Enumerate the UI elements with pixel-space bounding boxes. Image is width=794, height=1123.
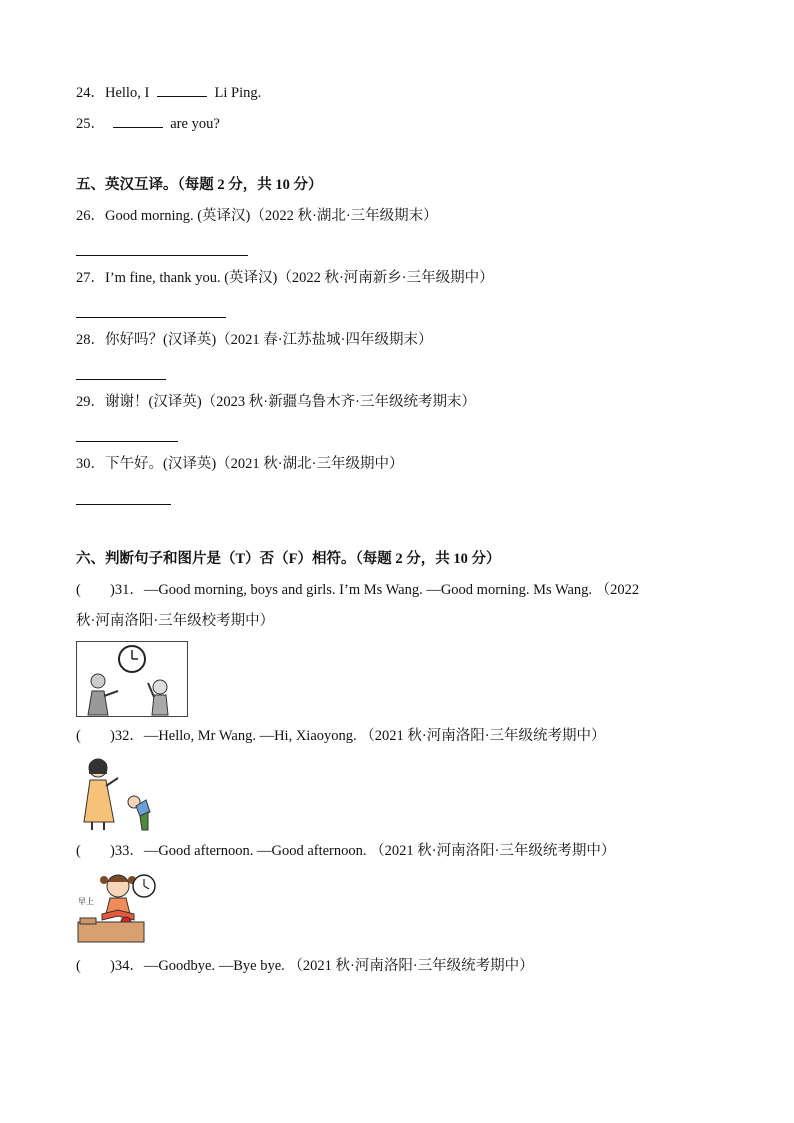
girl-reading-image bbox=[76, 870, 160, 946]
question-24-blank[interactable] bbox=[157, 82, 207, 97]
boy-figure bbox=[128, 796, 150, 830]
question-31-line-2: 秋·河南洛阳·三年级校考期中） bbox=[76, 613, 275, 629]
question-24 bbox=[76, 82, 261, 103]
question-28: 28．你好吗？(汉译英)（2021 春·江苏盐城·四年级期末） bbox=[76, 332, 433, 348]
wall-clock-icon bbox=[119, 646, 145, 672]
question-31-text-1: )31．—Good morning, boys and girls. I’m Ms Wang. —Good morning. Ms Wang. （2022 bbox=[110, 582, 640, 598]
girl-figure bbox=[100, 875, 136, 914]
answer-paren-33[interactable]: ( bbox=[76, 843, 81, 859]
clock-icon bbox=[133, 875, 155, 897]
question-32-text: )32．—Hello, Mr Wang. —Hi, Xiaoyong. （2021 秋·河南洛阳·三年级统考期中） bbox=[110, 728, 606, 744]
answer-line-26[interactable] bbox=[76, 255, 248, 256]
question-32 bbox=[76, 726, 606, 746]
answer-line-29[interactable] bbox=[76, 441, 178, 442]
question-25-blank[interactable] bbox=[113, 113, 163, 128]
question-33 bbox=[76, 841, 615, 861]
question-27: 27．I’m fine, thank you. (英译汉)（2022 秋·河南新乡·三年级期中） bbox=[76, 270, 494, 286]
girl-reading-drawing bbox=[76, 870, 160, 946]
question-25-prefix: 25． bbox=[76, 116, 105, 132]
woman-boy-greeting-image bbox=[76, 756, 162, 832]
woman-figure bbox=[84, 759, 118, 830]
question-33-text: )33．—Good afternoon. —Good afternoon. （2021 秋·河南洛阳·三年级统考期中） bbox=[110, 843, 616, 859]
question-34-text: )34．—Goodbye. —Bye bye. （2021 秋·河南洛阳·三年级统考期中） bbox=[110, 958, 534, 974]
classroom-greeting-image bbox=[76, 641, 188, 717]
question-26: 26．Good morning. (英译汉)（2022 秋·湖北·三年级期末） bbox=[76, 208, 438, 224]
question-25 bbox=[76, 113, 220, 134]
morning-label: 早上 bbox=[78, 897, 94, 906]
answer-line-27[interactable] bbox=[76, 317, 226, 318]
answer-line-28[interactable] bbox=[76, 379, 166, 380]
answer-paren-32[interactable]: ( bbox=[76, 728, 81, 744]
question-29: 29．谢谢！(汉译英)（2023 秋·新疆乌鲁木齐·三年级统考期末） bbox=[76, 394, 476, 410]
question-24-suffix: Li Ping. bbox=[214, 85, 262, 101]
question-30: 30．下午好。(汉译英)（2021 秋·湖北·三年级期中） bbox=[76, 456, 404, 472]
section-6-title: 六、判断句子和图片是（T）否（F）相符。（每题 2 分，共 10 分） bbox=[76, 551, 501, 567]
question-24-prefix: 24．Hello, I bbox=[76, 85, 150, 101]
question-34 bbox=[76, 956, 534, 976]
answer-paren-34[interactable]: ( bbox=[76, 958, 81, 974]
question-25-suffix: are you? bbox=[170, 116, 220, 132]
answer-line-30[interactable] bbox=[76, 504, 171, 505]
section-5-title: 五、英汉互译。（每题 2 分，共 10 分） bbox=[76, 177, 323, 193]
question-31 bbox=[76, 580, 639, 600]
answer-paren-31[interactable]: ( bbox=[76, 582, 81, 598]
